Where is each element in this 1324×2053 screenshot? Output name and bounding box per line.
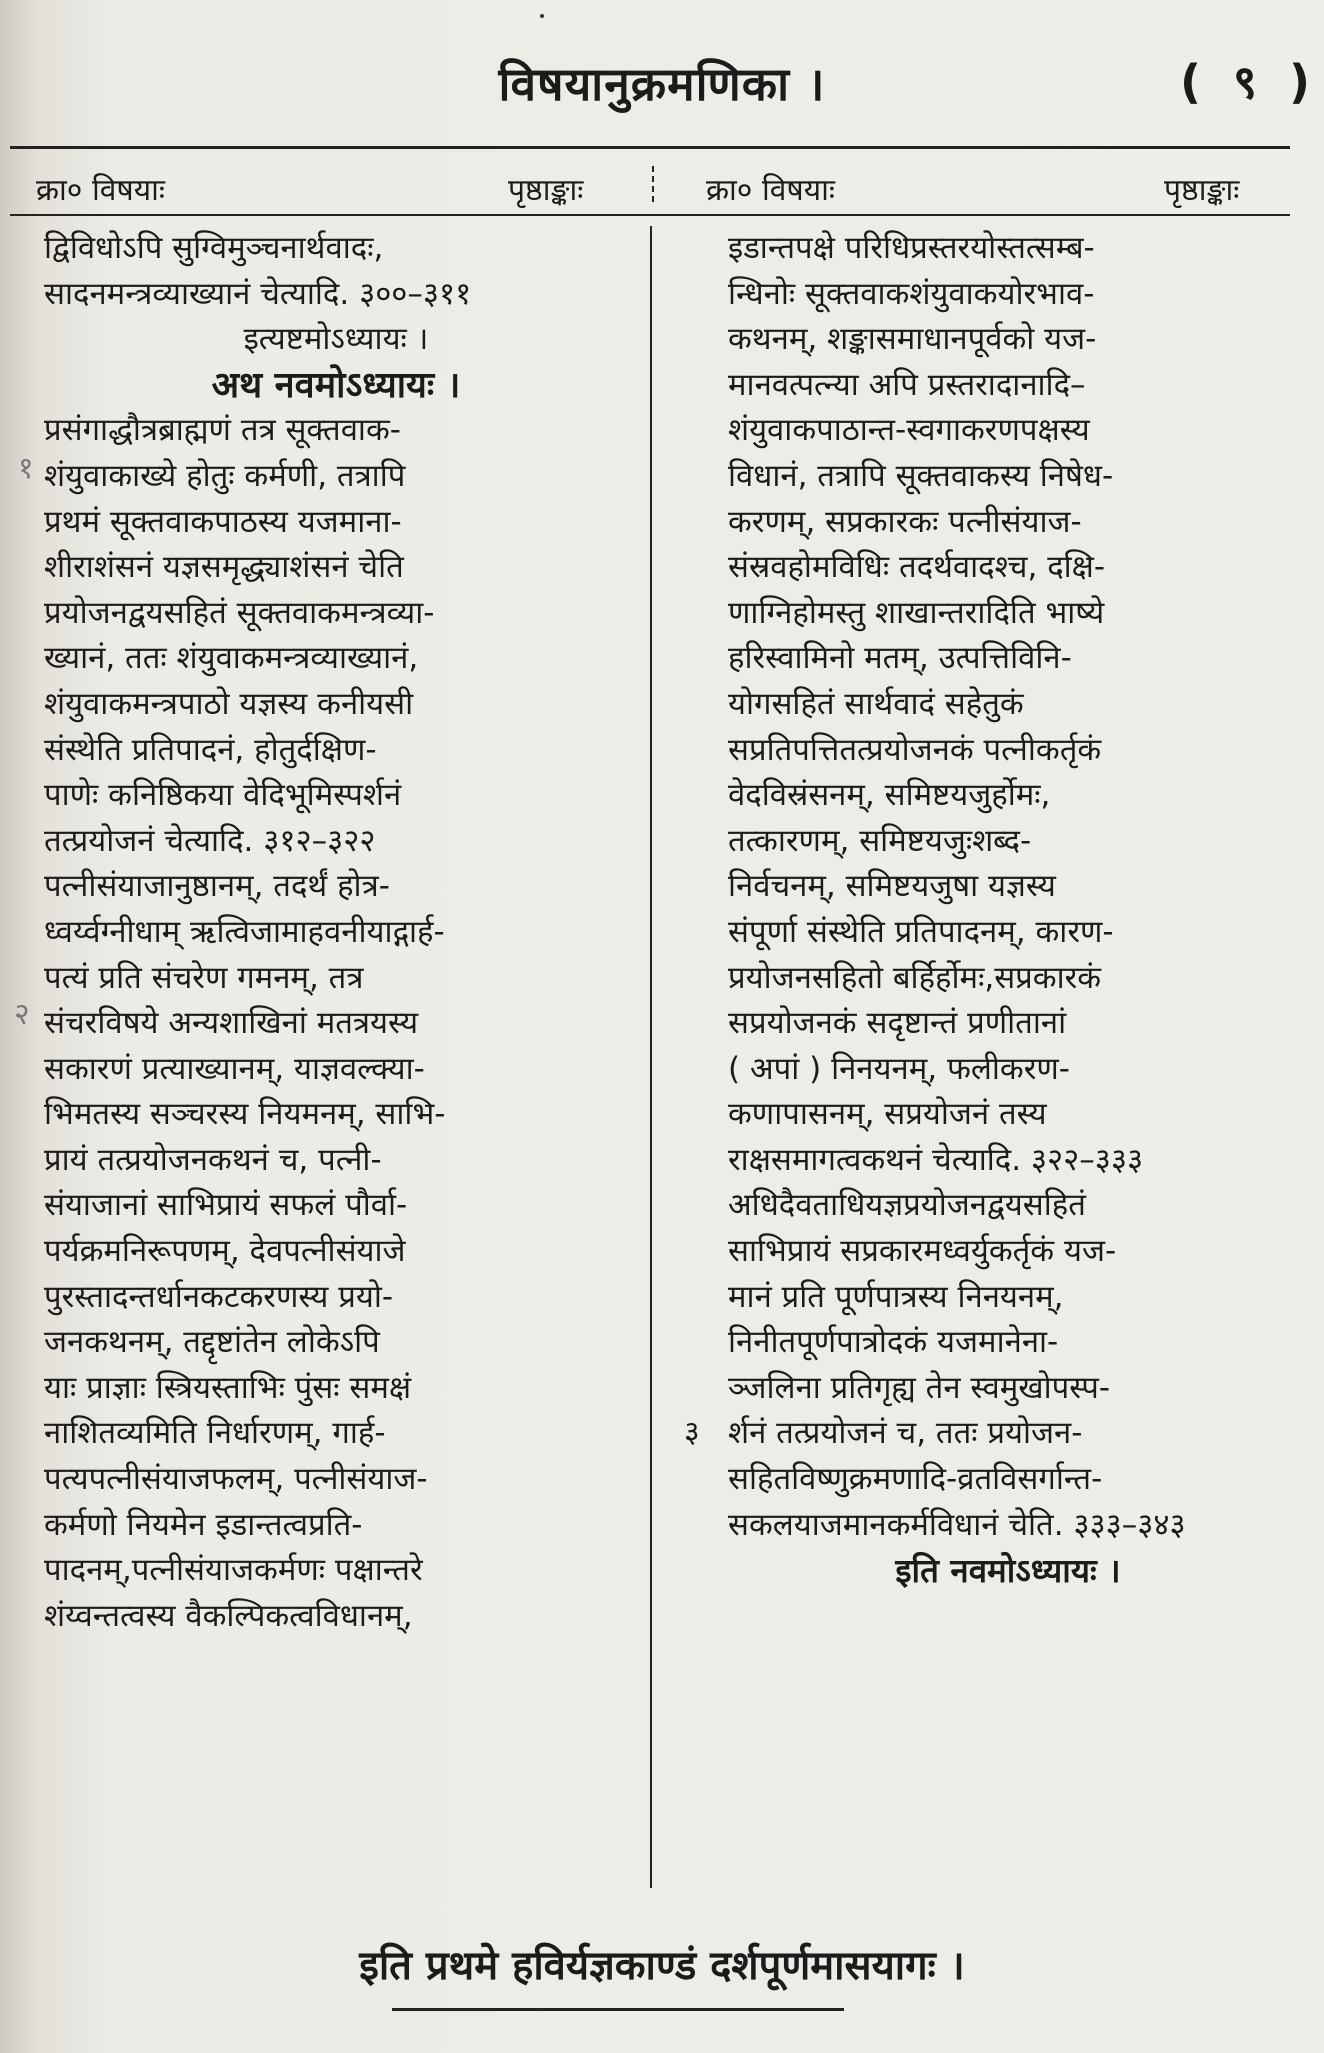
left-column <box>44 226 628 1639</box>
header-dash-divider <box>652 166 654 206</box>
text-line: याः प्राज्ञाः स्त्रियस्ताभिः पुंसः समक्षं <box>44 1369 412 1406</box>
text-line: पत्यं प्रति संचरेण गमनम्, तत्र <box>44 959 364 996</box>
right-col-label-num: क्रा० विषयाः <box>706 173 835 208</box>
chapter-end-heading: इति नवमोऽध्यायः । <box>895 1551 1121 1591</box>
text-line: निर्वचनम्, समिष्टयजुषा यज्ञस्य <box>728 868 1056 905</box>
footer-colophon: इति प्रथमे हविर्यज्ञकाण्डं दर्शपूर्णमासयागः । <box>359 1943 965 1989</box>
text-line: र्शनं तत्प्रयोजनं च, ततः प्रयोजन- <box>728 1415 1083 1452</box>
text-line: शंयुवाकपाठान्त-स्वगाकरणपक्षस्य <box>728 412 1090 449</box>
text-line: शंय्वन्तत्वस्य वैकल्पिकत्वविधानम्, <box>44 1597 413 1634</box>
text-line: संपूर्णा संस्थेति प्रतिपादनम्, कारण- <box>728 913 1114 950</box>
text-line: अधिदैवताधियज्ञप्रयोजनद्वयसहितं <box>728 1187 1086 1224</box>
text-line: साभिप्रायं सप्रकारमध्वर्युकर्तृकं यज- <box>728 1233 1117 1270</box>
right-col-label-page: पृष्ठाङ्काः <box>1164 173 1240 208</box>
text-line: ध्वर्य्वग्नीधाम् ऋत्विजामाहवनीयाद्गार्ह- <box>44 913 445 950</box>
footer-rule <box>392 2008 844 2011</box>
text-line: संस्रवहोमविधिः तदर्थवादश्च, दक्षि- <box>728 549 1106 586</box>
page-number: ( ९ ) <box>1180 55 1318 109</box>
text-line: कथनम्, शङ्कासमाधानपूर्वको यज- <box>728 321 1097 358</box>
text-line: नाशितव्यमिति निर्धारणम्, गार्ह- <box>44 1415 386 1452</box>
text-line: राक्षसमागत्वकथनं चेत्यादि. ३२२–३३३ <box>728 1141 1144 1178</box>
text-line: जनकथनम्, तद्दृष्टांतेन लोकेऽपि <box>44 1324 380 1361</box>
text-line: संस्थेति प्रतिपादनं, होतुर्दक्षिण- <box>44 731 377 768</box>
header-rule-bottom <box>10 214 1290 216</box>
text-line: मानं प्रति पूर्णपात्रस्य निनयनम्, <box>728 1278 1064 1315</box>
text-line: विधानं, तत्रापि सूक्तवाकस्य निषेध- <box>728 457 1114 494</box>
text-line: प्रयोजनद्वयसहितं सूक्तवाकमन्त्रव्या- <box>44 594 435 631</box>
text-line: मानवत्पत्न्या अपि प्रस्तरादानादि– <box>728 366 1086 403</box>
text-line: प्रयोजनसहितो बर्हिर्होमः,सप्रकारकं <box>728 959 1102 996</box>
column-divider <box>650 226 652 1888</box>
chapter-end-line: इत्यष्टमोऽध्यायः । <box>243 321 429 358</box>
text-line: पत्यपत्नीसंयाजफलम्, पत्नीसंयाज- <box>44 1461 428 1498</box>
text-line: सकारणं प्रत्याख्यानम्, याज्ञवल्क्या- <box>44 1050 425 1087</box>
text-line: कर्मणो नियमेन इडान्तत्वप्रति- <box>44 1506 363 1543</box>
left-col-label-page: पृष्ठाङ्काः <box>508 173 584 208</box>
text-line: भिमतस्य सञ्चरस्य नियमनम्, साभि- <box>44 1096 446 1133</box>
text-line: करणम्, सप्रकारकः पत्नीसंयाज- <box>728 503 1082 540</box>
text-line: योगसहितं सार्थवादं सहेतुकं <box>728 685 1024 722</box>
left-col-label-num: क्रा० विषयाः <box>36 173 165 208</box>
text-line: इडान्तपक्षे परिधिप्रस्तरयोस्तत्सम्ब- <box>728 230 1095 266</box>
text-line: पादनम्,पत्नीसंयाजकर्मणः पक्षान्तरे <box>44 1552 423 1589</box>
text-line: ञ्जलिना प्रतिगृह्य तेन स्वमुखोपस्प- <box>728 1369 1111 1406</box>
ink-speck <box>540 14 544 18</box>
right-column <box>728 226 1288 1594</box>
text-line: सप्रयोजनकं सदृष्टान्तं प्रणीतानां <box>728 1005 1067 1042</box>
text-line: पाणेः कनिष्ठिकया वेदिभूमिस्पर्शनं <box>44 777 402 814</box>
entry-marker-3: ३ <box>684 1415 700 1450</box>
page-title: विषयानुक्रमणिका । <box>498 57 826 111</box>
text-line: संयाजानां साभिप्रायं सफलं पौर्वा- <box>44 1187 408 1224</box>
text-line: प्रसंगाद्धौत्रब्राह्मणं तत्र सूक्तवाक- <box>44 412 401 449</box>
entry-marker-1: १ <box>18 451 34 486</box>
text-line: पुरस्तादन्तर्धानकटकरणस्य प्रयो- <box>44 1278 394 1315</box>
chapter-heading: अथ नवमोऽध्यायः । <box>211 364 461 406</box>
text-line: कणापासनम्, सप्रयोजनं तस्य <box>728 1096 1047 1133</box>
text-line: तत्कारणम्, समिष्टयजुःशब्द- <box>728 822 1032 859</box>
text-line: णाग्निहोमस्तु शाखान्तरादिति भाष्ये <box>728 594 1105 631</box>
text-line: शीराशंसनं यज्ञसमृद्ध्याशंसनं चेति <box>44 549 404 586</box>
text-line: वेदविस्रंसनम्, समिष्टयजुर्होमः, <box>728 777 1051 814</box>
entry-marker-2: २ <box>14 997 30 1032</box>
text-line: पर्यक्रमनिरूपणम्, देवपत्नीसंयाजे <box>44 1233 406 1270</box>
text-line: प्रथमं सूक्तवाकपाठस्य यजमाना- <box>44 503 402 540</box>
text-line: सहितविष्णुक्रमणादि-व्रतविसर्गान्त- <box>728 1461 1103 1498</box>
text-line: निनीतपूर्णपात्रोदकं यजमानेना- <box>728 1324 1059 1361</box>
header-rule-top <box>10 146 1290 149</box>
text-line: पत्नीसंयाजानुष्ठानम्, तदर्थं होत्र- <box>44 868 390 905</box>
text-line: तत्प्रयोजनं चेत्यादि. ३१२–३२२ <box>44 822 376 859</box>
text-line: सादनमन्त्रव्याख्यानं चेत्यादि. ३००–३११ <box>44 275 472 312</box>
text-line: शंयुवाकाख्ये होतुः कर्मणी, तत्रापि <box>44 457 406 494</box>
text-line: द्विविधोऽपि सुग्विमुञ्चनार्थवादः, <box>44 230 384 266</box>
text-line: सप्रतिपत्तितत्प्रयोजनकं पत्नीकर्तृकं <box>728 731 1102 768</box>
text-line: हरिस्वामिनो मतम्, उत्पत्तिविनि- <box>728 640 1072 677</box>
text-line: ख्यानं, ततः शंयुवाकमन्त्रव्याख्यानं, <box>44 640 419 677</box>
text-line: ( अपां ) निनयनम्, फलीकरण- <box>728 1050 1070 1087</box>
text-line: प्रायं तत्प्रयोजनकथनं च, पत्नी- <box>44 1141 382 1178</box>
text-line: सकलयाजमानकर्मविधानं चेति. ३३३–३४३ <box>728 1506 1186 1543</box>
text-line: संचरविषये अन्यशाखिनां मतत्रयस्य <box>44 1005 419 1042</box>
text-line: शंयुवाकमन्त्रपाठो यज्ञस्य कनीयसी <box>44 685 414 722</box>
text-line: न्धिनोः सूक्तवाकशंयुवाकयोरभाव- <box>728 275 1095 312</box>
